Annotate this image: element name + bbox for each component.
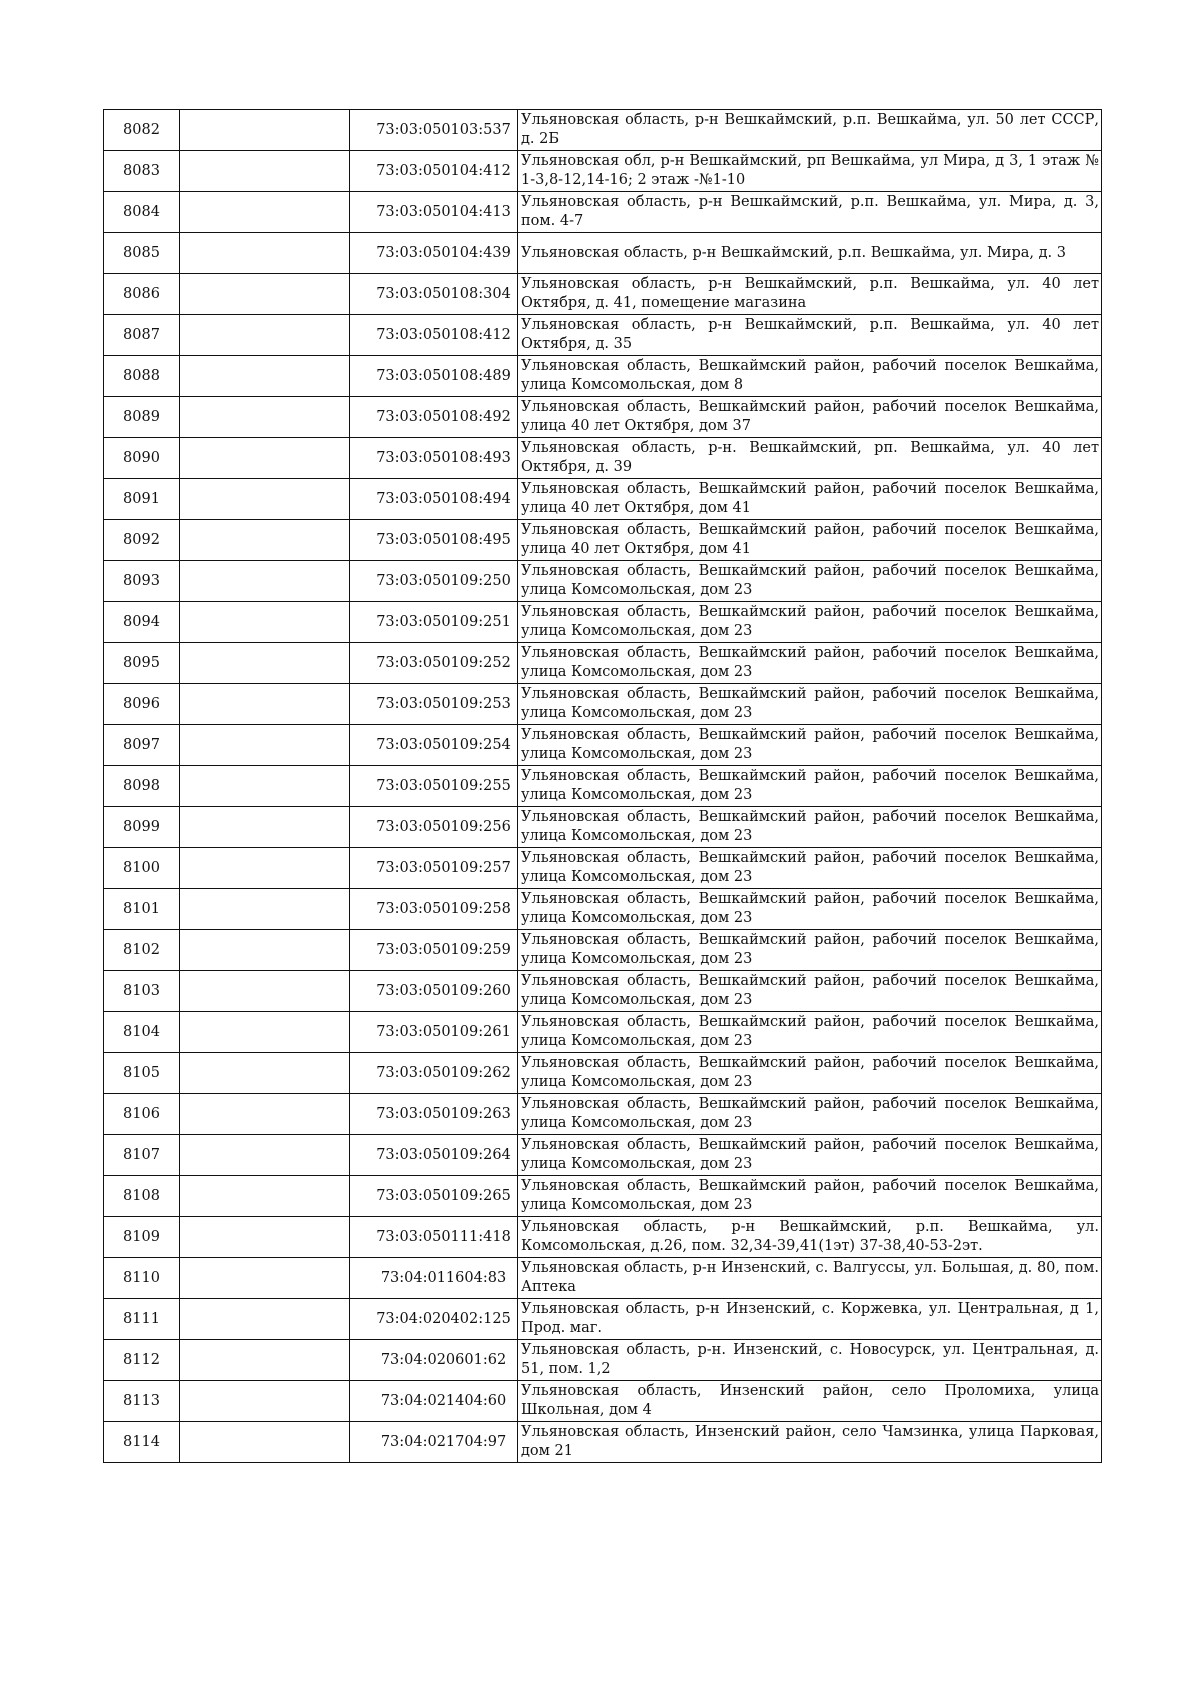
row-number-cell: 8109 [104, 1217, 180, 1258]
cadastral-number-cell: 73:03:050109:263 [350, 1094, 518, 1135]
table-row [104, 1176, 1102, 1217]
row-number-cell: 8096 [104, 684, 180, 725]
address-cell: Ульяновская область, р-н Вешкаймский, р.п. Вешкайма, ул. 50 лет СССР, д. 2Б [518, 110, 1102, 151]
row-number-cell: 8100 [104, 848, 180, 889]
address-cell: Ульяновская область, Вешкаймский район, рабочий поселок Вешкайма, улица Комсомольская, дом 23 [518, 889, 1102, 930]
empty-cell [180, 315, 350, 356]
row-number-cell: 8107 [104, 1135, 180, 1176]
row-number-cell: 8092 [104, 520, 180, 561]
row-number-cell: 8108 [104, 1176, 180, 1217]
table-row [104, 233, 1102, 274]
empty-cell [180, 930, 350, 971]
row-number-cell: 8089 [104, 397, 180, 438]
cadastral-number-cell: 73:03:050108:304 [350, 274, 518, 315]
empty-cell [180, 192, 350, 233]
row-number-cell: 8099 [104, 807, 180, 848]
table-row [104, 561, 1102, 602]
table-row [104, 1094, 1102, 1135]
row-number-cell: 8114 [104, 1422, 180, 1463]
address-cell: Ульяновская область, Вешкаймский район, рабочий поселок Вешкайма, улица Комсомольская, дом 23 [518, 1053, 1102, 1094]
empty-cell [180, 356, 350, 397]
table-row [104, 397, 1102, 438]
table-row [104, 110, 1102, 151]
table-row [104, 766, 1102, 807]
address-cell: Ульяновская область, Инзенский район, село Проломиха, улица Школьная, дом 4 [518, 1381, 1102, 1422]
empty-cell [180, 1258, 350, 1299]
table-row [104, 274, 1102, 315]
address-cell: Ульяновская область, Вешкаймский район, рабочий поселок Вешкайма, улица 40 лет Октября, дом 41 [518, 479, 1102, 520]
cadastral-number-cell: 73:03:050103:537 [350, 110, 518, 151]
address-cell: Ульяновская область, р-н. Вешкаймский, рп. Вешкайма, ул. 40 лет Октября, д. 39 [518, 438, 1102, 479]
row-number-cell: 8113 [104, 1381, 180, 1422]
cadastral-number-cell: 73:04:020402:125 [350, 1299, 518, 1340]
cadastral-number-cell: 73:03:050109:258 [350, 889, 518, 930]
table-row [104, 192, 1102, 233]
row-number-cell: 8094 [104, 602, 180, 643]
empty-cell [180, 807, 350, 848]
row-number-cell: 8105 [104, 1053, 180, 1094]
address-cell: Ульяновская область, Вешкаймский район, рабочий поселок Вешкайма, улица Комсомольская, дом 23 [518, 848, 1102, 889]
address-cell: Ульяновская область, р-н Инзенский, с. Валгуссы, ул. Большая, д. 80, пом. Аптека [518, 1258, 1102, 1299]
empty-cell [180, 643, 350, 684]
row-number-cell: 8086 [104, 274, 180, 315]
cadastral-number-cell: 73:03:050108:494 [350, 479, 518, 520]
row-number-cell: 8090 [104, 438, 180, 479]
address-cell: Ульяновская область, Вешкаймский район, рабочий поселок Вешкайма, улица Комсомольская, дом 23 [518, 766, 1102, 807]
table-row [104, 1422, 1102, 1463]
empty-cell [180, 1422, 350, 1463]
row-number-cell: 8085 [104, 233, 180, 274]
address-cell: Ульяновская область, Вешкаймский район, рабочий поселок Вешкайма, улица Комсомольская, дом 23 [518, 725, 1102, 766]
cadastral-number-cell: 73:03:050109:260 [350, 971, 518, 1012]
cadastral-number-cell: 73:03:050108:492 [350, 397, 518, 438]
cadastral-number-cell: 73:04:020601:62 [350, 1340, 518, 1381]
row-number-cell: 8101 [104, 889, 180, 930]
empty-cell [180, 971, 350, 1012]
table-row [104, 356, 1102, 397]
address-cell: Ульяновская область, Вешкаймский район, рабочий поселок Вешкайма, улица Комсомольская, дом 23 [518, 971, 1102, 1012]
row-number-cell: 8106 [104, 1094, 180, 1135]
empty-cell [180, 766, 350, 807]
row-number-cell: 8111 [104, 1299, 180, 1340]
address-cell: Ульяновская область, Вешкаймский район, рабочий поселок Вешкайма, улица Комсомольская, дом 23 [518, 1135, 1102, 1176]
registry-table [103, 109, 1102, 1463]
row-number-cell: 8095 [104, 643, 180, 684]
cadastral-number-cell: 73:03:050109:259 [350, 930, 518, 971]
cadastral-number-cell: 73:03:050104:439 [350, 233, 518, 274]
cadastral-number-cell: 73:03:050109:265 [350, 1176, 518, 1217]
address-cell: Ульяновская область, р-н. Инзенский, с. Новосурск, ул. Центральная, д. 51, пом. 1,2 [518, 1340, 1102, 1381]
address-cell: Ульяновская область, Вешкаймский район, рабочий поселок Вешкайма, улица Комсомольская, дом 23 [518, 930, 1102, 971]
table-row [104, 807, 1102, 848]
empty-cell [180, 1176, 350, 1217]
address-cell: Ульяновская область, Вешкаймский район, рабочий поселок Вешкайма, улица Комсомольская, дом 23 [518, 602, 1102, 643]
table-row [104, 1258, 1102, 1299]
cadastral-number-cell: 73:03:050109:257 [350, 848, 518, 889]
address-cell: Ульяновская область, Вешкаймский район, рабочий поселок Вешкайма, улица Комсомольская, дом 8 [518, 356, 1102, 397]
empty-cell [180, 1053, 350, 1094]
row-number-cell: 8091 [104, 479, 180, 520]
address-cell: Ульяновская область, Вешкаймский район, рабочий поселок Вешкайма, улица 40 лет Октября, дом 37 [518, 397, 1102, 438]
table-row [104, 479, 1102, 520]
address-cell: Ульяновская область, р-н Вешкаймский, р.п. Вешкайма, ул. Мира, д. 3, пом. 4-7 [518, 192, 1102, 233]
row-number-cell: 8082 [104, 110, 180, 151]
cadastral-number-cell: 73:03:050108:489 [350, 356, 518, 397]
table-row [104, 889, 1102, 930]
cadastral-number-cell: 73:03:050104:412 [350, 151, 518, 192]
table-row [104, 848, 1102, 889]
row-number-cell: 8097 [104, 725, 180, 766]
row-number-cell: 8087 [104, 315, 180, 356]
cadastral-number-cell: 73:03:050104:413 [350, 192, 518, 233]
row-number-cell: 8088 [104, 356, 180, 397]
cadastral-number-cell: 73:03:050109:256 [350, 807, 518, 848]
empty-cell [180, 1299, 350, 1340]
address-cell: Ульяновская область, Инзенский район, село Чамзинка, улица Парковая, дом 21 [518, 1422, 1102, 1463]
cadastral-number-cell: 73:03:050108:412 [350, 315, 518, 356]
empty-cell [180, 1340, 350, 1381]
row-number-cell: 8102 [104, 930, 180, 971]
table-row [104, 438, 1102, 479]
cadastral-number-cell: 73:03:050109:264 [350, 1135, 518, 1176]
address-cell: Ульяновская область, Вешкаймский район, рабочий поселок Вешкайма, улица Комсомольская, дом 23 [518, 1176, 1102, 1217]
row-number-cell: 8084 [104, 192, 180, 233]
address-cell: Ульяновская область, р-н Вешкаймский, р.п. Вешкайма, ул. 40 лет Октября, д. 35 [518, 315, 1102, 356]
empty-cell [180, 889, 350, 930]
cadastral-number-cell: 73:03:050109:250 [350, 561, 518, 602]
cadastral-number-cell: 73:03:050109:261 [350, 1012, 518, 1053]
cadastral-number-cell: 73:03:050108:495 [350, 520, 518, 561]
address-cell: Ульяновская область, Вешкаймский район, рабочий поселок Вешкайма, улица Комсомольская, дом 23 [518, 1012, 1102, 1053]
address-cell: Ульяновская область, Вешкаймский район, рабочий поселок Вешкайма, улица Комсомольская, дом 23 [518, 1094, 1102, 1135]
row-number-cell: 8098 [104, 766, 180, 807]
empty-cell [180, 438, 350, 479]
address-cell: Ульяновская область, Вешкаймский район, рабочий поселок Вешкайма, улица Комсомольская, дом 23 [518, 807, 1102, 848]
empty-cell [180, 684, 350, 725]
empty-cell [180, 233, 350, 274]
row-number-cell: 8093 [104, 561, 180, 602]
cadastral-number-cell: 73:04:021404:60 [350, 1381, 518, 1422]
cadastral-number-cell: 73:03:050108:493 [350, 438, 518, 479]
address-cell: Ульяновская область, Вешкаймский район, рабочий поселок Вешкайма, улица Комсомольская, дом 23 [518, 643, 1102, 684]
table-row [104, 1135, 1102, 1176]
cadastral-number-cell: 73:04:011604:83 [350, 1258, 518, 1299]
address-cell: Ульяновская обл, р-н Вешкаймский, рп Вешкайма, ул Мира, д 3, 1 этаж № 1-3,8-12,14-16; 2 этаж -№1-10 [518, 151, 1102, 192]
table-row [104, 151, 1102, 192]
empty-cell [180, 1381, 350, 1422]
table-row [104, 520, 1102, 561]
table-row [104, 315, 1102, 356]
empty-cell [180, 520, 350, 561]
empty-cell [180, 151, 350, 192]
cadastral-number-cell: 73:03:050109:262 [350, 1053, 518, 1094]
address-cell: Ульяновская область, р-н Инзенский, с. Коржевка, ул. Центральная, д 1, Прод. маг. [518, 1299, 1102, 1340]
empty-cell [180, 1012, 350, 1053]
table-row [104, 725, 1102, 766]
empty-cell [180, 274, 350, 315]
table-row [104, 1012, 1102, 1053]
table-row [104, 1381, 1102, 1422]
address-cell: Ульяновская область, р-н Вешкаймский, р.п. Вешкайма, ул. 40 лет Октября, д. 41, помещение магазина [518, 274, 1102, 315]
address-cell: Ульяновская область, Вешкаймский район, рабочий поселок Вешкайма, улица Комсомольская, дом 23 [518, 561, 1102, 602]
empty-cell [180, 1094, 350, 1135]
empty-cell [180, 1135, 350, 1176]
empty-cell [180, 110, 350, 151]
cadastral-number-cell: 73:03:050109:254 [350, 725, 518, 766]
row-number-cell: 8112 [104, 1340, 180, 1381]
address-cell: Ульяновская область, р-н Вешкаймский, р.п. Вешкайма, ул. Комсомольская, д.26, пом. 32,34-39,41(1эт) 37-38,40-53-2эт. [518, 1217, 1102, 1258]
row-number-cell: 8104 [104, 1012, 180, 1053]
empty-cell [180, 725, 350, 766]
row-number-cell: 8110 [104, 1258, 180, 1299]
cadastral-number-cell: 73:04:021704:97 [350, 1422, 518, 1463]
address-cell: Ульяновская область, Вешкаймский район, рабочий поселок Вешкайма, улица 40 лет Октября, дом 41 [518, 520, 1102, 561]
row-number-cell: 8103 [104, 971, 180, 1012]
table-row [104, 602, 1102, 643]
address-cell: Ульяновская область, р-н Вешкаймский, р.п. Вешкайма, ул. Мира, д. 3 [518, 233, 1102, 274]
empty-cell [180, 561, 350, 602]
empty-cell [180, 479, 350, 520]
table-row [104, 1053, 1102, 1094]
table-row [104, 1340, 1102, 1381]
empty-cell [180, 1217, 350, 1258]
table-row [104, 1217, 1102, 1258]
table-row [104, 684, 1102, 725]
cadastral-number-cell: 73:03:050109:252 [350, 643, 518, 684]
row-number-cell: 8083 [104, 151, 180, 192]
table-row [104, 930, 1102, 971]
empty-cell [180, 397, 350, 438]
table-row [104, 971, 1102, 1012]
empty-cell [180, 848, 350, 889]
empty-cell [180, 602, 350, 643]
table-row [104, 1299, 1102, 1340]
cadastral-number-cell: 73:03:050109:251 [350, 602, 518, 643]
registry-table-body [104, 110, 1102, 1463]
address-cell: Ульяновская область, Вешкаймский район, рабочий поселок Вешкайма, улица Комсомольская, дом 23 [518, 684, 1102, 725]
cadastral-number-cell: 73:03:050109:255 [350, 766, 518, 807]
table-row [104, 643, 1102, 684]
cadastral-number-cell: 73:03:050109:253 [350, 684, 518, 725]
cadastral-number-cell: 73:03:050111:418 [350, 1217, 518, 1258]
